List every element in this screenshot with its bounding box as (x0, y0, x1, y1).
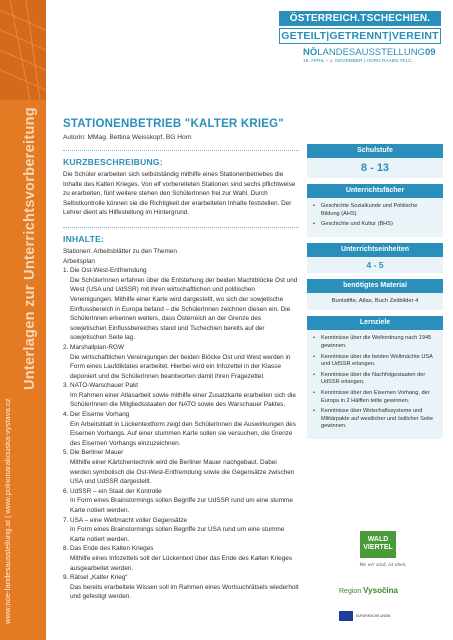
vertical-title: Unterlagen zur Unterrichtsvorbereitung (22, 107, 38, 390)
stations-list (63, 266, 299, 602)
logo-noe: NÖ (303, 47, 318, 58)
eu-logo (339, 611, 390, 621)
schulstufe-label: Schulstufe (307, 144, 443, 158)
inhalte-intro-2: Arbeitsplan (63, 257, 95, 265)
bullet-icon: • (313, 221, 315, 228)
logo-dates: 18. APRIL – 1. NOVEMBER | HORN.RAABS.TELČ. (303, 59, 414, 64)
item-number: 4. (63, 411, 69, 419)
info-sidebar (307, 144, 443, 439)
unterrichtsfaecher-list (307, 198, 443, 237)
item-description: In Form eines Brainstormings sollen Begriffe zur UdSSR rund um eine stumme Karte notiert werden. (70, 497, 293, 514)
list-item (63, 410, 299, 448)
list-item: • Kenntnisse über die beiden Weltmächte USA und UdSSR erlangen. (313, 353, 433, 368)
bullet-icon: • (313, 353, 315, 360)
bullet-icon: • (313, 203, 315, 209)
kurzbeschreibung-heading: KURZBESCHREIBUNG: (63, 157, 163, 167)
item-number: 6. (63, 487, 69, 495)
lernziele-list (307, 330, 443, 439)
item-description: In Form eines Brainstormings sollen Begriffe zur USA rund um eine stumme Karte notiert werden. (70, 526, 285, 543)
material-text: Buntstifte, Atlas, Buch Zeitbilder 4 (307, 293, 443, 311)
list-item: • Kenntnisse über die Nachfolgestaaten der UdSSR erlangen. (313, 371, 426, 386)
kurzbeschreibung-text: Die Schüler erarbeiten sich selbstständig mithilfe eines Stationenbetriebes die Inhalte des Kalten Krieges. Von elf vorbereiteten Stationen sind sechs pflichtweise zu erarbeiten, fünf weitere stehen den SchülerInnen frei zur Wahl. Durch Selbstkontrolle können sie die Richtigkeit der erarbeiteten Inhalte feststellen. Der Lehrer dient als Hilfestellung im Hintergrund. (63, 171, 296, 217)
divider (63, 227, 299, 228)
inhalte-heading: INHALTE: (63, 233, 105, 244)
lernziele-label: Lernziele (307, 316, 443, 330)
bullet-icon: • (313, 371, 315, 378)
item-description: Im Rahmen einer Atlasarbeit sowie mithilfe einer Zusatzkarte erarbeiten sich die SchülerInnen die Mitgliedsstaaten der NATO sowie des Warschauer Paktes. (70, 391, 296, 409)
inhalte-intro-1: Stationen: Arbeitsblätter zu den Themen (63, 247, 177, 255)
bullet-icon: • (313, 408, 315, 415)
list-item (63, 487, 299, 516)
item-number: 1. (63, 267, 69, 275)
schulstufe-value: 8 - 13 (307, 158, 443, 178)
item-title: Die Ost-West-Entfremdung (70, 267, 147, 275)
item-description: Das bereits erarbeitete Wissen soll im Rahmen eines Wortsuchrätsels wiederholt und gefestigt werden. (70, 583, 299, 601)
item-title: Der Eiserne Vorhang (70, 411, 130, 419)
unterrichtsfaecher-label: Unterrichtsfächer (307, 184, 443, 198)
list-item: • Kenntnisse über den Eisernen Vorhang, der Europa in 2 Hälften teilte gewinnen. (313, 389, 430, 404)
main-content (63, 118, 299, 602)
logo-year: 09 (424, 47, 436, 58)
unterrichtseinheiten-value: 4 - 5 (307, 257, 443, 273)
eu-flag-icon (339, 611, 353, 621)
waldviertel-slogan: Wo wir sind, ist oben. (359, 562, 407, 568)
item-title: Die Berliner Mauer (70, 449, 124, 457)
page-title: STATIONENBETRIEB "KALTER KRIEG" (63, 118, 284, 130)
item-description: Mithilfe einer Kärtchentechnik wird die Berliner Mauer nachgebaut. Dabei werden symbolisch die Ost-West-Entfremdung sowie die Gegensätze zwischen USA und UdSSR dargestellt. (70, 459, 295, 486)
divider (63, 150, 299, 151)
list-item (63, 516, 299, 545)
logo-line-2: GETEILT|GETRENNT|VEREINT (279, 28, 441, 44)
unterrichtseinheiten-label: Unterrichtseinheiten (307, 243, 443, 257)
item-title: Rätsel „Kalter Krieg“ (70, 574, 128, 582)
list-item (63, 573, 299, 602)
logo-line-3 (279, 47, 441, 58)
item-description: Mithilfe eines Infozettels soll der Lückentext über das Ende des Kalten Krieges ausgearbeitet werden. (70, 554, 293, 572)
item-title: USA – eine Weltmacht voller Gegensätze (70, 516, 188, 524)
item-number: 5. (63, 449, 69, 457)
list-item (63, 266, 299, 343)
list-item: • Kenntnisse über Wirtschaftssysteme und Militärpakte auf westlicher und östlicher Seite gewinnen. (313, 408, 433, 430)
item-title: NATO-Warschauer Pakt (70, 382, 139, 390)
item-title: Das Ende des Kalten Krieges (70, 545, 154, 553)
material-label: benötigtes Material (307, 279, 443, 293)
list-item (63, 448, 299, 486)
side-band (0, 0, 46, 640)
item-number: 9. (63, 574, 69, 582)
list-item: • Kenntnisse über die Weltordnung nach 1945 gewinnen. (313, 335, 432, 349)
item-description: Die wirtschaftlichen Vereinigungen der beiden Blöcke Ost und West werden in Form eines Laufdiktates erarbeitet. Hierbei wird ein Infozettel in der Klasse deponiert und die SchülerInnen beantworten damit ihren Fragezettel. (70, 353, 291, 380)
item-title: Marshallplan-RGW (70, 343, 124, 351)
region-vysocina-logo: Region Vysočina (339, 586, 398, 595)
website-url[interactable]: www.noe-landesausstellung.at | www.polnonarakouska-vystava.cz (3, 398, 12, 624)
logo-landesausstellung: LANDESAUSSTELLUNG (317, 47, 425, 58)
item-number: 2. (63, 343, 69, 351)
item-title: UdSSR – ein Staat der Kontrolle (70, 487, 162, 495)
eu-text: EUROPÄISCHE UNION (356, 614, 391, 618)
logo-line-1: ÖSTERREICH.TSCHECHIEN. (279, 11, 441, 26)
item-number: 3. (63, 382, 69, 390)
item-number: 8. (63, 545, 69, 553)
item-description: Ein Arbeitsblatt in Lückentextform zeigt den SchülerInnen die Auswirkungen des Eisernen Vorhangs. Auf einer stummen Karte sollen sie versuchen, die Grenze des Eisernen Vorhangs einzuzeichnen. (70, 420, 296, 447)
exhibition-logo (279, 11, 441, 64)
item-description: Die SchülerInnen erfahren über die Entstehung der beiden Machtblöcke Ost und West (USA und UdSSR) mit ihren wirtschaftlichen und politischen Vereinigungen. Mithilfe einer Karte wird dargestellt, wo sich der sowjetische Einflussbereich in Europa befand – die SchülerInnen zeichnen diesen ein. Die SchülerInnen erkennen weiters, dass Österreich an der Grenze des sowjetischen Einflussbereiches stand und Tschechien bereits auf der sowjetischen Seite lag. (70, 276, 298, 342)
list-item (63, 343, 299, 381)
list-item (63, 381, 299, 410)
item-number: 7. (63, 516, 69, 524)
bullet-icon: • (313, 389, 315, 396)
waldviertel-logo: WALD VIERTEL (360, 531, 396, 558)
list-item: • Geschichte Sozialkunde und Politische Bildung (AHS) (313, 203, 418, 217)
list-item (63, 544, 299, 573)
bullet-icon: • (313, 335, 315, 342)
list-item: • Geschichte und Kultur (BHS) (313, 221, 393, 228)
author-line: Autorin: MMag. Bettina Weisskopf, BG Horn (63, 134, 192, 141)
